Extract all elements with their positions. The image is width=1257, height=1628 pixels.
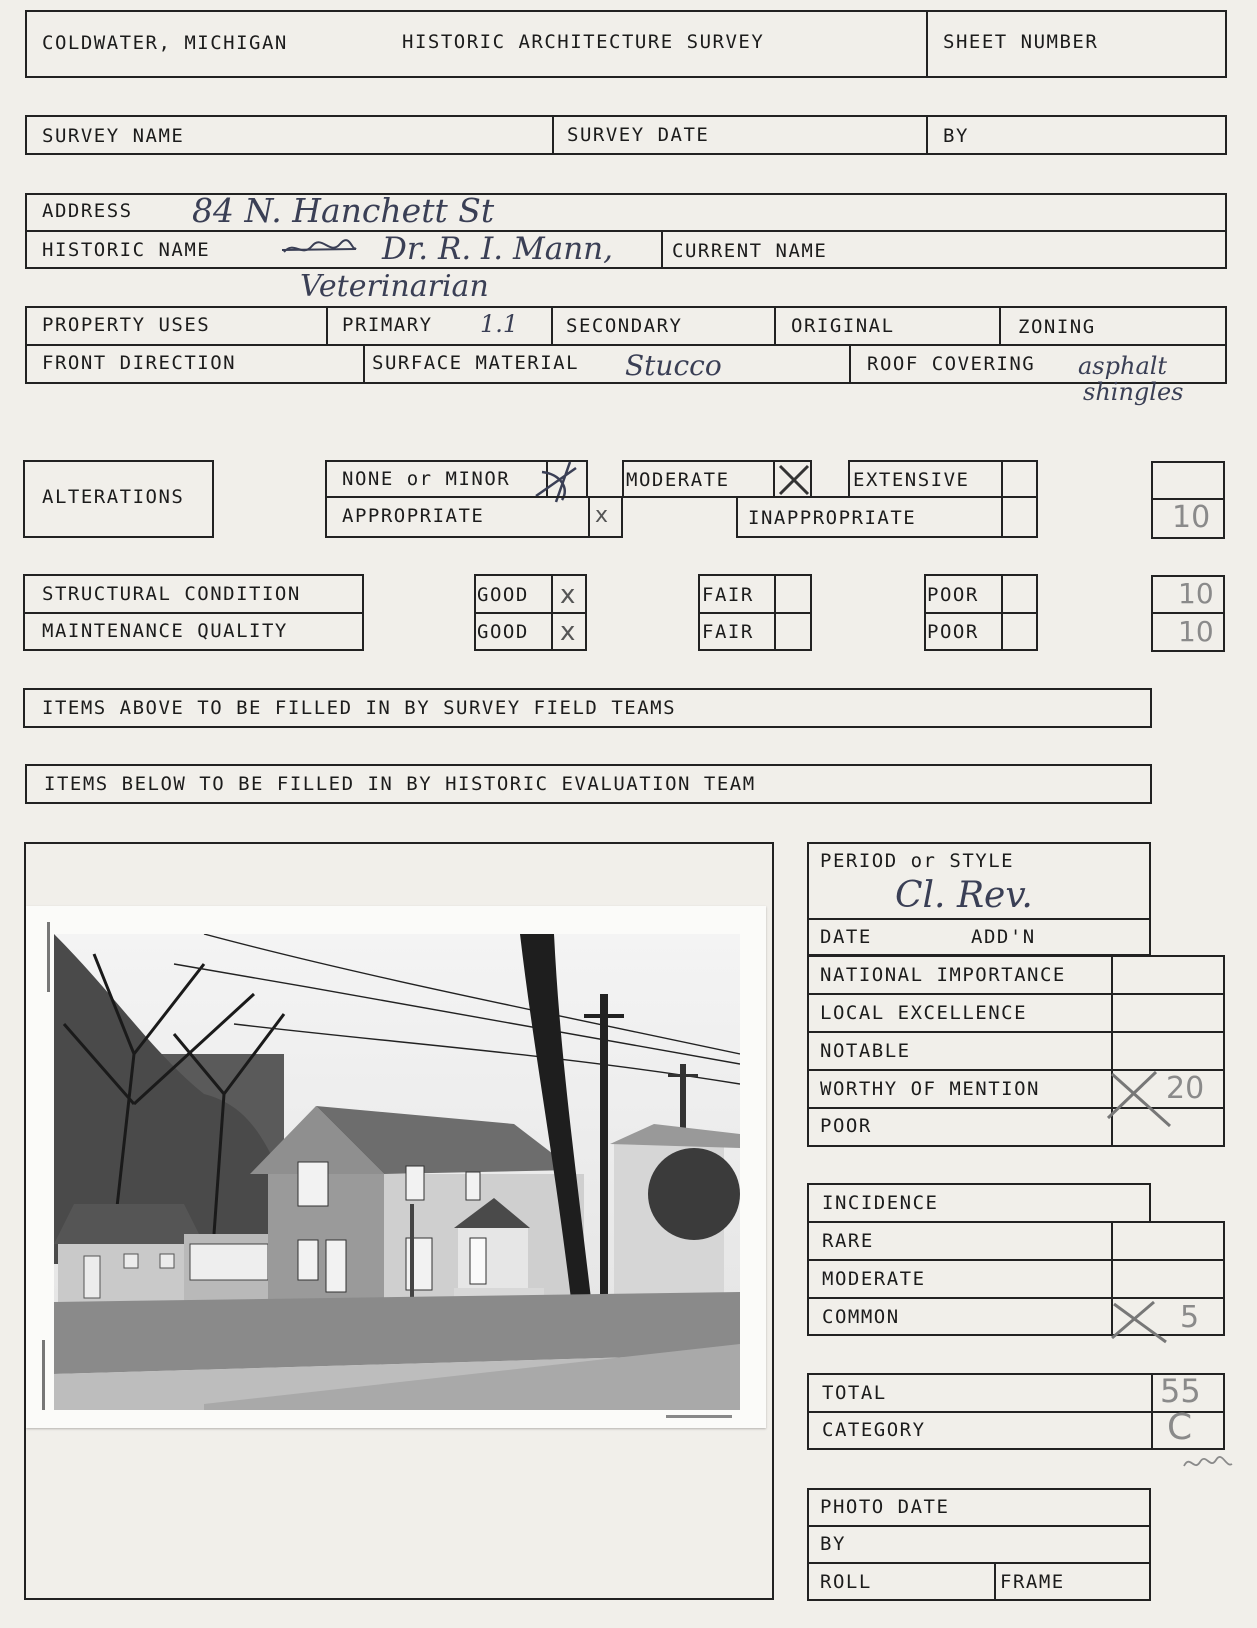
photo-info-divider-1: [807, 1525, 1151, 1527]
total-label: TOTAL: [822, 1382, 887, 1404]
rare-label: RARE: [822, 1230, 874, 1252]
property-divider-2: [551, 306, 553, 344]
category-note-scribble: [1180, 1452, 1236, 1474]
importance-divider-2: [807, 1031, 1225, 1033]
staple-top: [47, 922, 50, 992]
structural-score: 10: [1178, 577, 1214, 610]
category-value: C: [1167, 1407, 1193, 1448]
appropriate-label: APPROPRIATE: [342, 505, 485, 527]
zoning-label: ZONING: [1018, 316, 1096, 338]
inappropriate-check-divider: [1001, 496, 1003, 538]
moderate-incidence-label: MODERATE: [822, 1268, 926, 1290]
maintenance-good-mark: x: [560, 617, 576, 647]
common-score: 5: [1180, 1300, 1200, 1335]
period-style-label: PERIOD or STYLE: [820, 850, 1015, 872]
photo-info-divider-2: [807, 1562, 1151, 1564]
surface-material-value: Stucco: [625, 349, 722, 382]
worthy-of-mention-check: [1104, 1068, 1174, 1130]
original-label: ORIGINAL: [791, 315, 895, 337]
date-label: DATE: [820, 926, 872, 948]
header-divider: [926, 10, 928, 78]
alterations-score: 10: [1172, 500, 1211, 535]
fair-row-divider: [698, 612, 812, 614]
property-divider-3: [774, 306, 776, 344]
historic-name-value: Dr. R. I. Mann,: [382, 231, 613, 267]
moderate-alteration-check: [776, 462, 812, 498]
survey-date-label: SURVEY DATE: [567, 124, 710, 146]
extensive-label: EXTENSIVE: [853, 469, 970, 491]
appropriate-mark: x: [595, 503, 609, 528]
primary-label: PRIMARY: [342, 314, 433, 336]
condition-row-divider: [23, 612, 364, 614]
importance-divider-1: [807, 993, 1225, 995]
struck-word-scribble: [280, 238, 358, 260]
maintenance-quality-label: MAINTENANCE QUALITY: [42, 620, 288, 642]
structural-good-label: GOOD: [477, 584, 529, 606]
property-row-divider: [25, 344, 1227, 346]
moderate-check-divider: [773, 460, 775, 498]
surface-material-label: SURFACE MATERIAL: [372, 352, 580, 374]
house-photo: [54, 934, 740, 1410]
poor-row-divider: [924, 612, 1038, 614]
structural-good-mark: x: [560, 580, 576, 610]
photo-date-label: PHOTO DATE: [820, 1496, 950, 1518]
property-divider-6: [849, 344, 851, 384]
period-date-divider: [807, 918, 1151, 920]
staple-corner: [666, 1415, 732, 1418]
common-label: COMMON: [822, 1306, 900, 1328]
property-divider-5: [363, 344, 365, 384]
staple-bottom: [42, 1340, 45, 1410]
property-divider-1: [326, 306, 328, 344]
condition-score-divider: [1151, 612, 1225, 614]
total-category-divider: [807, 1411, 1225, 1413]
addn-label: ADD'N: [971, 926, 1036, 948]
fair-check-divider: [774, 574, 776, 651]
maintenance-score: 10: [1178, 615, 1214, 648]
header-city: COLDWATER, MICHIGAN: [42, 32, 288, 54]
roof-covering-value-line2: shingles: [1083, 378, 1184, 406]
maintenance-poor-label: POOR: [927, 621, 979, 643]
alterations-label: ALTERATIONS: [42, 486, 185, 508]
national-importance-label: NATIONAL IMPORTANCE: [820, 964, 1066, 986]
front-direction-label: FRONT DIRECTION: [42, 352, 237, 374]
structural-poor-label: POOR: [927, 584, 979, 606]
category-label: CATEGORY: [822, 1419, 926, 1441]
common-check: [1108, 1298, 1170, 1346]
sheet-number-label: SHEET NUMBER: [943, 31, 1099, 53]
incidence-divider-1: [807, 1259, 1225, 1261]
address-row-divider: [25, 230, 1227, 232]
maintenance-fair-label: FAIR: [702, 621, 754, 643]
maintenance-good-label: GOOD: [477, 621, 529, 643]
historic-name-value-line2: Veterinarian: [300, 269, 489, 304]
survey-name-label: SURVEY NAME: [42, 125, 185, 147]
structural-fair-label: FAIR: [702, 584, 754, 606]
none-minor-label: NONE or MINOR: [342, 468, 511, 490]
roll-frame-divider: [994, 1562, 996, 1601]
frame-label: FRAME: [1000, 1571, 1065, 1593]
roof-covering-label: ROOF COVERING: [867, 353, 1036, 375]
header-title: HISTORIC ARCHITECTURE SURVEY: [402, 31, 765, 53]
roll-label: ROLL: [820, 1571, 872, 1593]
incidence-label: INCIDENCE: [822, 1192, 939, 1214]
worthy-of-mention-label: WORTHY OF MENTION: [820, 1078, 1040, 1100]
notable-label: NOTABLE: [820, 1040, 911, 1062]
photo-by-label: BY: [820, 1533, 846, 1555]
address-value: 84 N. Hanchett St: [192, 191, 495, 230]
historic-name-label: HISTORIC NAME: [42, 239, 211, 261]
extensive-check-divider: [1001, 460, 1003, 498]
photo-card: [26, 906, 766, 1428]
items-below-note: ITEMS BELOW TO BE FILLED IN BY HISTORIC EVALUATION TEAM: [44, 773, 756, 795]
total-value: 55: [1160, 1372, 1201, 1410]
structural-condition-label: STRUCTURAL CONDITION: [42, 583, 301, 605]
poor-check-divider: [1001, 574, 1003, 651]
items-above-note: ITEMS ABOVE TO BE FILLED IN BY SURVEY FIELD TEAMS: [42, 697, 677, 719]
historic-current-divider: [661, 230, 663, 269]
address-label: ADDRESS: [42, 200, 133, 222]
secondary-label: SECONDARY: [566, 315, 683, 337]
worthy-of-mention-score: 20: [1166, 1071, 1205, 1106]
poor-importance-label: POOR: [820, 1115, 872, 1137]
survey-divider-1: [552, 115, 554, 155]
local-excellence-label: LOCAL EXCELLENCE: [820, 1002, 1028, 1024]
total-score-divider: [1151, 1373, 1153, 1450]
inappropriate-label: INAPPROPRIATE: [748, 507, 917, 529]
survey-by-label: BY: [943, 125, 969, 147]
property-divider-4: [999, 306, 1001, 344]
moderate-alteration-label: MODERATE: [626, 469, 730, 491]
survey-divider-2: [926, 115, 928, 155]
primary-value: 1.1: [480, 310, 519, 338]
current-name-label: CURRENT NAME: [672, 240, 828, 262]
good-row-divider: [474, 612, 587, 614]
roof-covering-value: asphalt: [1078, 352, 1168, 380]
appropriate-check-divider: [588, 496, 590, 538]
period-style-value: Cl. Rev.: [895, 875, 1033, 916]
property-uses-label: PROPERTY USES: [42, 314, 211, 336]
good-check-divider: [551, 574, 553, 651]
